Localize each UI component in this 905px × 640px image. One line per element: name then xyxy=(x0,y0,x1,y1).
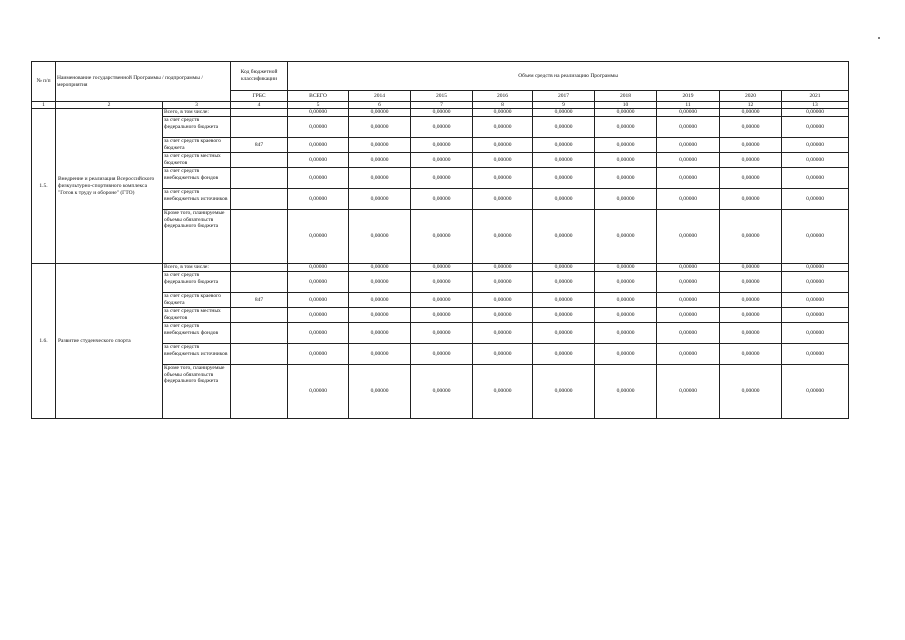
funding-source: за счет средств федерального бюджета xyxy=(163,272,231,293)
year-value: 0,00000 xyxy=(782,109,849,117)
column-number: 5 xyxy=(288,102,349,109)
column-number-row xyxy=(32,102,849,109)
header-year: 2020 xyxy=(720,91,782,102)
year-value: 0,00000 xyxy=(595,308,657,323)
section-name: Внедрение и реализация Всероссийского физкультурно-спортивного комплекса "Готов к труду и обороне" (ГТО) xyxy=(56,109,163,264)
year-value: 0,00000 xyxy=(411,153,473,168)
year-value: 0,00000 xyxy=(411,210,473,264)
year-value: 0,00000 xyxy=(533,272,595,293)
year-value: 0,00000 xyxy=(595,344,657,365)
year-value: 0,00000 xyxy=(657,153,720,168)
year-value: 0,00000 xyxy=(473,344,533,365)
year-value: 0,00000 xyxy=(595,138,657,153)
year-value: 0,00000 xyxy=(473,272,533,293)
year-value: 0,00000 xyxy=(720,308,782,323)
grbs-code xyxy=(231,117,288,138)
year-value: 0,00000 xyxy=(411,138,473,153)
column-number: 6 xyxy=(349,102,411,109)
year-value: 0,00000 xyxy=(411,168,473,189)
year-value: 0,00000 xyxy=(720,264,782,272)
year-value: 0,00000 xyxy=(657,117,720,138)
header-name: Наименование государственной Программы / подпрограммы / мероприятия xyxy=(56,62,231,102)
year-value: 0,00000 xyxy=(349,138,411,153)
total-value: 0,00000 xyxy=(288,293,349,308)
year-value: 0,00000 xyxy=(349,189,411,210)
column-number: 11 xyxy=(657,102,720,109)
grbs-code xyxy=(231,365,288,419)
year-value: 0,00000 xyxy=(473,153,533,168)
year-value: 0,00000 xyxy=(595,168,657,189)
funding-source: Всего, в том числе: xyxy=(163,109,231,117)
year-value: 0,00000 xyxy=(595,153,657,168)
year-value: 0,00000 xyxy=(533,117,595,138)
grbs-code: 847 xyxy=(231,293,288,308)
year-value: 0,00000 xyxy=(595,293,657,308)
column-number: 7 xyxy=(411,102,473,109)
year-value: 0,00000 xyxy=(473,264,533,272)
funding-source: Всего, в том числе: xyxy=(163,264,231,272)
year-value: 0,00000 xyxy=(411,109,473,117)
grbs-code xyxy=(231,344,288,365)
year-value: 0,00000 xyxy=(595,210,657,264)
total-value: 0,00000 xyxy=(288,210,349,264)
year-value: 0,00000 xyxy=(720,189,782,210)
total-value: 0,00000 xyxy=(288,365,349,419)
header-year: 2016 xyxy=(473,91,533,102)
table-header xyxy=(32,62,849,109)
column-number: 8 xyxy=(473,102,533,109)
year-value: 0,00000 xyxy=(533,168,595,189)
total-value: 0,00000 xyxy=(288,344,349,365)
header-total: ВСЕГО xyxy=(288,91,349,102)
year-value: 0,00000 xyxy=(411,344,473,365)
section-name: Развитие студенческого спорта xyxy=(56,264,163,419)
year-value: 0,00000 xyxy=(411,117,473,138)
column-number: 4 xyxy=(231,102,288,109)
year-value: 0,00000 xyxy=(411,323,473,344)
year-value: 0,00000 xyxy=(533,344,595,365)
year-value: 0,00000 xyxy=(782,293,849,308)
year-value: 0,00000 xyxy=(720,109,782,117)
year-value: 0,00000 xyxy=(473,365,533,419)
year-value: 0,00000 xyxy=(349,117,411,138)
year-value: 0,00000 xyxy=(782,365,849,419)
document-page xyxy=(31,61,849,419)
year-value: 0,00000 xyxy=(720,153,782,168)
year-value: 0,00000 xyxy=(782,308,849,323)
year-value: 0,00000 xyxy=(720,117,782,138)
year-value: 0,00000 xyxy=(657,293,720,308)
grbs-code xyxy=(231,153,288,168)
year-value: 0,00000 xyxy=(595,365,657,419)
year-value: 0,00000 xyxy=(411,264,473,272)
funding-source: за счет средств краевого бюджета xyxy=(163,138,231,153)
year-value: 0,00000 xyxy=(349,323,411,344)
funding-source: за счет средств внебюджетных фондов xyxy=(163,168,231,189)
year-value: 0,00000 xyxy=(657,109,720,117)
header-grbs: ГРБС xyxy=(231,91,288,102)
grbs-code xyxy=(231,264,288,272)
table-row xyxy=(32,264,849,272)
funding-source: за счет средств краевого бюджета xyxy=(163,293,231,308)
year-value: 0,00000 xyxy=(411,365,473,419)
year-value: 0,00000 xyxy=(349,344,411,365)
grbs-code xyxy=(231,323,288,344)
year-value: 0,00000 xyxy=(411,189,473,210)
year-value: 0,00000 xyxy=(473,117,533,138)
column-number: 3 xyxy=(163,102,231,109)
column-number: 9 xyxy=(533,102,595,109)
total-value: 0,00000 xyxy=(288,308,349,323)
year-value: 0,00000 xyxy=(411,293,473,308)
funding-source: за счет средств внебюджетных источников xyxy=(163,344,231,365)
year-value: 0,00000 xyxy=(533,138,595,153)
header-year: 2018 xyxy=(595,91,657,102)
grbs-code xyxy=(231,210,288,264)
total-value: 0,00000 xyxy=(288,189,349,210)
year-value: 0,00000 xyxy=(349,210,411,264)
grbs-code xyxy=(231,272,288,293)
year-value: 0,00000 xyxy=(473,109,533,117)
year-value: 0,00000 xyxy=(533,210,595,264)
year-value: 0,00000 xyxy=(533,153,595,168)
year-value: 0,00000 xyxy=(782,344,849,365)
year-value: 0,00000 xyxy=(349,264,411,272)
year-value: 0,00000 xyxy=(657,323,720,344)
year-value: 0,00000 xyxy=(720,323,782,344)
scan-speck xyxy=(878,37,880,39)
header-kbk: Код бюджетной классификации xyxy=(231,62,288,91)
grbs-code xyxy=(231,189,288,210)
year-value: 0,00000 xyxy=(349,308,411,323)
table-body xyxy=(32,109,849,419)
funding-source: Кроме того, планируемые объемы обязательств федерального бюджета xyxy=(163,365,231,419)
year-value: 0,00000 xyxy=(657,272,720,293)
year-value: 0,00000 xyxy=(657,365,720,419)
year-value: 0,00000 xyxy=(782,323,849,344)
year-value: 0,00000 xyxy=(473,323,533,344)
year-value: 0,00000 xyxy=(595,117,657,138)
year-value: 0,00000 xyxy=(533,308,595,323)
section-index: 1.5. xyxy=(32,109,56,264)
year-value: 0,00000 xyxy=(782,264,849,272)
column-number: 10 xyxy=(595,102,657,109)
year-value: 0,00000 xyxy=(473,189,533,210)
funding-source: Кроме того, планируемые объемы обязательств федерального бюджета xyxy=(163,210,231,264)
table-row xyxy=(32,109,849,117)
year-value: 0,00000 xyxy=(782,153,849,168)
funding-source: за счет средств местных бюджетов xyxy=(163,153,231,168)
year-value: 0,00000 xyxy=(411,308,473,323)
year-value: 0,00000 xyxy=(782,272,849,293)
total-value: 0,00000 xyxy=(288,117,349,138)
funding-source: за счет средств внебюджетных фондов xyxy=(163,323,231,344)
year-value: 0,00000 xyxy=(349,153,411,168)
year-value: 0,00000 xyxy=(595,272,657,293)
year-value: 0,00000 xyxy=(720,344,782,365)
year-value: 0,00000 xyxy=(349,109,411,117)
year-value: 0,00000 xyxy=(720,365,782,419)
funding-source: за счет средств местных бюджетов xyxy=(163,308,231,323)
grbs-code xyxy=(231,308,288,323)
total-value: 0,00000 xyxy=(288,272,349,293)
grbs-code: 847 xyxy=(231,138,288,153)
year-value: 0,00000 xyxy=(657,344,720,365)
funding-source: за счет средств внебюджетных источников xyxy=(163,189,231,210)
year-value: 0,00000 xyxy=(533,264,595,272)
header-year: 2021 xyxy=(782,91,849,102)
year-value: 0,00000 xyxy=(349,293,411,308)
year-value: 0,00000 xyxy=(782,117,849,138)
column-number: 12 xyxy=(720,102,782,109)
year-value: 0,00000 xyxy=(595,264,657,272)
year-value: 0,00000 xyxy=(411,272,473,293)
year-value: 0,00000 xyxy=(533,189,595,210)
year-value: 0,00000 xyxy=(473,138,533,153)
year-value: 0,00000 xyxy=(657,210,720,264)
year-value: 0,00000 xyxy=(595,189,657,210)
year-value: 0,00000 xyxy=(595,323,657,344)
year-value: 0,00000 xyxy=(473,308,533,323)
year-value: 0,00000 xyxy=(720,168,782,189)
year-value: 0,00000 xyxy=(473,293,533,308)
section-index: 1.6. xyxy=(32,264,56,419)
year-value: 0,00000 xyxy=(657,308,720,323)
year-value: 0,00000 xyxy=(782,138,849,153)
funding-source: за счет средств федерального бюджета xyxy=(163,117,231,138)
year-value: 0,00000 xyxy=(349,365,411,419)
grbs-code xyxy=(231,109,288,117)
column-number: 13 xyxy=(782,102,849,109)
year-value: 0,00000 xyxy=(657,168,720,189)
total-value: 0,00000 xyxy=(288,264,349,272)
total-value: 0,00000 xyxy=(288,153,349,168)
year-value: 0,00000 xyxy=(782,210,849,264)
total-value: 0,00000 xyxy=(288,168,349,189)
year-value: 0,00000 xyxy=(349,168,411,189)
total-value: 0,00000 xyxy=(288,138,349,153)
header-volume: Объем средств на реализацию Программы xyxy=(288,62,849,91)
header-year: 2014 xyxy=(349,91,411,102)
grbs-code xyxy=(231,168,288,189)
year-value: 0,00000 xyxy=(533,365,595,419)
year-value: 0,00000 xyxy=(349,272,411,293)
year-value: 0,00000 xyxy=(720,272,782,293)
year-value: 0,00000 xyxy=(657,189,720,210)
total-value: 0,00000 xyxy=(288,109,349,117)
year-value: 0,00000 xyxy=(720,210,782,264)
year-value: 0,00000 xyxy=(782,189,849,210)
year-value: 0,00000 xyxy=(720,138,782,153)
year-value: 0,00000 xyxy=(533,323,595,344)
year-value: 0,00000 xyxy=(782,168,849,189)
year-value: 0,00000 xyxy=(533,109,595,117)
header-num: № п/п xyxy=(32,62,56,102)
year-value: 0,00000 xyxy=(657,264,720,272)
header-year: 2015 xyxy=(411,91,473,102)
year-value: 0,00000 xyxy=(595,109,657,117)
year-value: 0,00000 xyxy=(533,293,595,308)
header-year: 2017 xyxy=(533,91,595,102)
column-number: 1 xyxy=(32,102,56,109)
program-funding-table xyxy=(31,61,849,419)
year-value: 0,00000 xyxy=(473,168,533,189)
header-year: 2019 xyxy=(657,91,720,102)
column-number: 2 xyxy=(56,102,163,109)
total-value: 0,00000 xyxy=(288,323,349,344)
year-value: 0,00000 xyxy=(473,210,533,264)
year-value: 0,00000 xyxy=(720,293,782,308)
year-value: 0,00000 xyxy=(657,138,720,153)
